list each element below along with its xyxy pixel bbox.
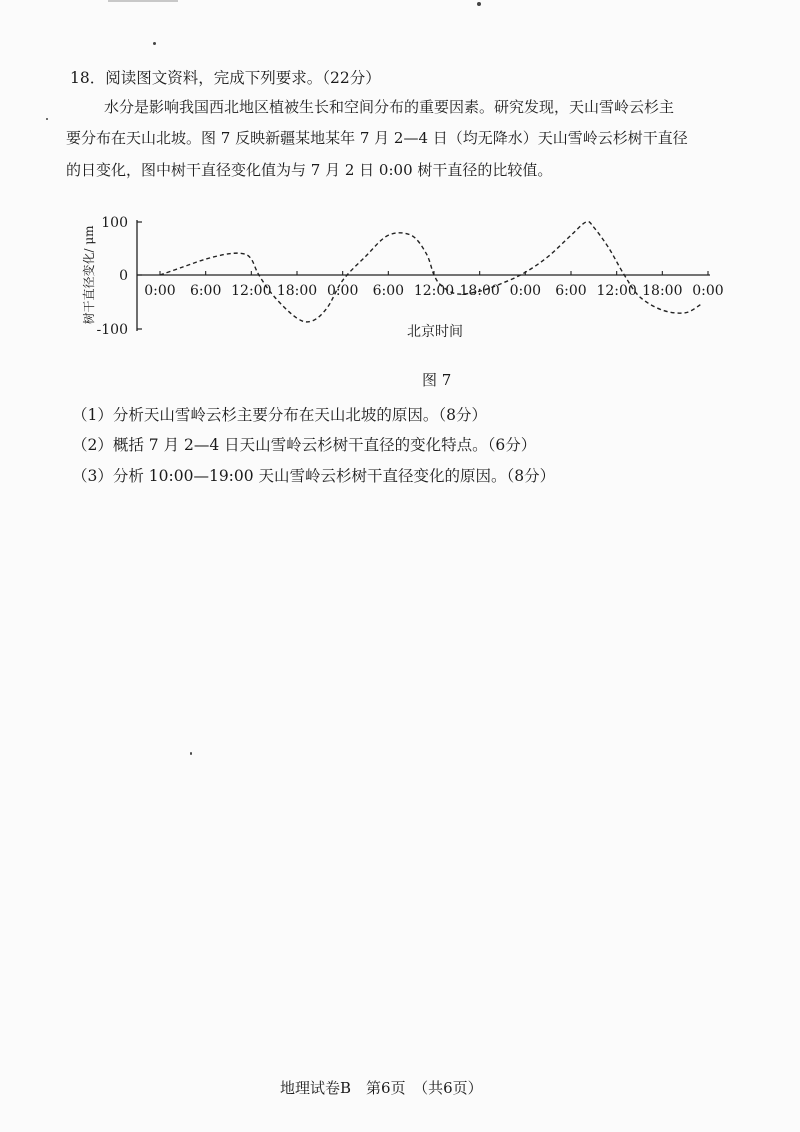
y-tick-label: 100 [101, 215, 128, 231]
x-tick-label: 18:00 [276, 283, 318, 299]
y-tick-label: -100 [96, 322, 128, 338]
intro-text-line-2: 要分布在天山北坡。图 7 反映新疆某地某年 7 月 2—4 日（均无降水）天山雪岭云杉树干直径 [66, 129, 688, 147]
x-tick-label: 18:00 [459, 283, 500, 299]
x-tick-label: 18:00 [642, 283, 683, 299]
y-axis-label: 树干直径变化/ μm [82, 225, 96, 325]
tree-diameter-chart [60, 200, 740, 360]
question-title: 18．阅读图文资料，完成下列要求。（22分） [70, 69, 381, 87]
x-axis-label: 北京时间 [407, 324, 463, 340]
intro-text-line-3: 的日变化，图中树干直径变化值为与 7 月 2 日 0:00 树干直径的比较值。 [66, 161, 553, 179]
sub-question-1: （1）分析天山雪岭云杉主要分布在天山北坡的原因。（8分） [72, 406, 487, 424]
sub-question-2: （2）概括 7 月 2—4 日天山雪岭云杉树干直径的变化特点。（6分） [72, 436, 537, 454]
figure-caption: 图 7 [422, 371, 452, 389]
scan-edge-mark [108, 0, 178, 2]
x-tick-label: 12:00 [231, 283, 272, 299]
x-tick-label: 6:00 [372, 283, 405, 299]
x-tick-label: 0:00 [326, 283, 359, 299]
page-footer: 地理试卷B 第6页 （共6页） [280, 1079, 483, 1097]
series-line [160, 222, 700, 322]
scan-speck [46, 118, 48, 120]
x-tick-label: 6:00 [189, 283, 222, 299]
scan-speck [153, 42, 156, 45]
x-tick-label: 12:00 [596, 283, 637, 299]
x-tick-label: 0:00 [692, 283, 724, 299]
x-tick-label: 12:00 [413, 283, 455, 299]
x-tick-label: 0:00 [509, 283, 542, 299]
intro-text-line-1: 水分是影响我国西北地区植被生长和空间分布的重要因素。研究发现，天山雪岭云杉主 [104, 98, 675, 116]
scan-speck [190, 752, 192, 755]
y-tick-label: 0 [119, 268, 128, 284]
x-tick-label: 0:00 [144, 283, 176, 299]
scan-speck [477, 2, 481, 6]
sub-question-3: （3）分析 10:00—19:00 天山雪岭云杉树干直径变化的原因。（8分） [72, 467, 556, 485]
x-tick-label: 6:00 [555, 283, 587, 299]
